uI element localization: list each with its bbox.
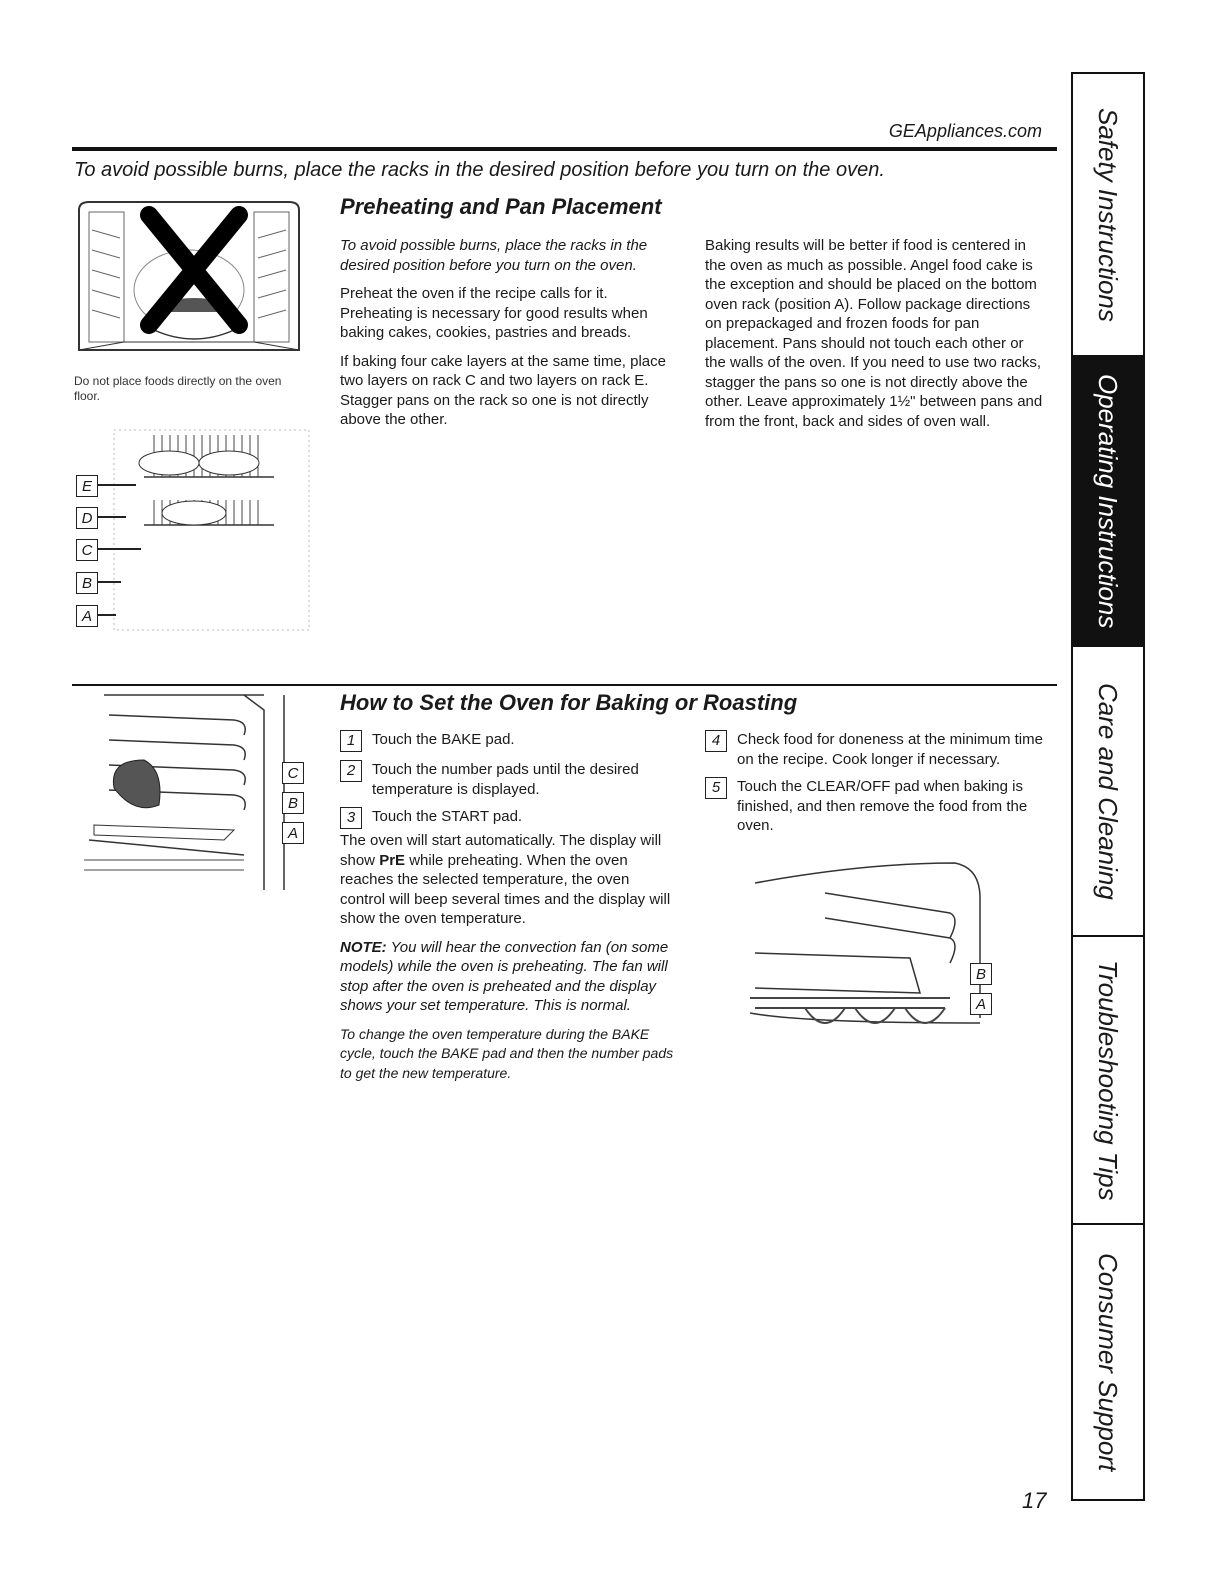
rack-label-e: E xyxy=(76,475,98,497)
tab-label: Care and Cleaning xyxy=(1093,682,1123,900)
tab-care-and-cleaning[interactable] xyxy=(1073,647,1143,937)
section-tabs xyxy=(1071,72,1145,1501)
tab-troubleshooting-tips[interactable] xyxy=(1073,937,1143,1225)
preheat-section xyxy=(340,194,1040,220)
step-text: Touch the START pad. xyxy=(372,808,523,825)
step-number: 5 xyxy=(705,777,727,799)
auto-start-text xyxy=(340,831,675,929)
roasting-illustration xyxy=(74,690,314,900)
step-3 xyxy=(340,807,675,829)
preheat-column-left xyxy=(340,236,675,439)
change-temp-text: To change the oven temperature during the BAKE cycle, touch the BAKE pad and then the number pads to get the new temperature. xyxy=(340,1025,674,1081)
preheat-title: Preheating and Pan Placement xyxy=(340,194,662,219)
step-2 xyxy=(340,760,675,799)
section-rule xyxy=(72,684,1057,686)
step-number: 4 xyxy=(705,730,727,752)
tab-operating-instructions[interactable] xyxy=(1073,357,1143,647)
tab-consumer-support[interactable] xyxy=(1073,1225,1143,1499)
step-1 xyxy=(340,730,675,752)
baking-title: How to Set the Oven for Baking or Roasting xyxy=(340,690,798,715)
step-text: Check food for doneness at the minimum time on the recipe. Cook longer if necessary. xyxy=(737,731,1043,768)
page-number: 17 xyxy=(1022,1488,1047,1513)
rack-positions-illustration xyxy=(74,425,314,635)
tab-label: Safety Instructions xyxy=(1093,107,1123,322)
step-number: 2 xyxy=(340,760,362,782)
preheat-p2: If baking four cake layers at the same time, place two layers on rack C and two layers on rack E. Stagger pans on the rack so one is not directly above the other. xyxy=(340,352,666,428)
preheat-p3: Baking results will be better if food is centered in the oven as much as possible. Angel food cake is the exception and should be placed on the bottom oven rack (position A). Follow package directions on prepackaged and frozen foods for pan placement. Pans should not touch each other or the walls of the oven. If you need to use two racks, stagger the pans so one is not directly above the other. Leave approximately 1½" between pans and from the front, back and sides of oven wall. xyxy=(705,237,1043,430)
preheat-p1: Preheat the oven if the recipe calls for it. Preheating is necessary for good results when baking cakes, cookies, pastries and breads. xyxy=(340,285,648,341)
oven-floor-illustration xyxy=(74,200,304,375)
preheat-column-right xyxy=(705,236,1045,440)
baking-section xyxy=(340,690,1040,716)
step-text: Touch the BAKE pad. xyxy=(372,731,515,748)
page-tagline: To avoid possible burns, place the racks in the desired position before you turn on the oven. xyxy=(74,159,885,181)
rack-label-c: C xyxy=(282,762,304,784)
step-5 xyxy=(705,777,1045,836)
tab-safety-instructions[interactable] xyxy=(1073,74,1143,357)
site-url: GEAppliances.com xyxy=(888,121,1042,141)
rack-label-d: D xyxy=(76,507,98,529)
step-4 xyxy=(705,730,1045,769)
step-text: Touch the CLEAR/OFF pad when baking is finished, and then remove the food from the oven. xyxy=(737,778,1028,834)
rack-label-b: B xyxy=(282,792,304,814)
tab-label: Consumer Support xyxy=(1093,1252,1123,1472)
rack-label-b: B xyxy=(76,572,98,594)
auto-start-post: while preheating. When the oven reaches the selected temperature, the oven control will beep several times and the display will show the oven temperature. xyxy=(340,851,671,927)
rack-label-a: A xyxy=(282,822,304,844)
step-number: 1 xyxy=(340,730,362,752)
note-text xyxy=(340,938,675,1016)
pan-rack-illustration xyxy=(745,858,995,1028)
tab-label: Operating Instructions xyxy=(1093,373,1123,629)
baking-column-right xyxy=(705,730,1045,844)
rack-label-b: B xyxy=(970,963,992,985)
baking-column-left xyxy=(340,730,675,1092)
rack-label-a: A xyxy=(76,605,98,627)
note-label: NOTE: xyxy=(340,938,387,956)
auto-start-pre: The oven will start automatically. The display will show xyxy=(340,832,662,869)
note-body: You will hear the convection fan (on some models) while the oven is preheating. The fan will stop after the oven is preheated and the display shows your set temperature. This is normal. xyxy=(340,938,669,1014)
header-rule xyxy=(72,147,1057,151)
figure-caption: Do not place foods directly on the oven floor. xyxy=(74,374,282,403)
rack-label-c: C xyxy=(76,539,98,561)
preheat-intro: To avoid possible burns, place the racks in the desired position before you turn on the oven. xyxy=(340,237,648,274)
tab-label: Troubleshooting Tips xyxy=(1093,959,1123,1201)
step-number: 3 xyxy=(340,807,362,829)
display-code: PrE xyxy=(379,851,406,869)
rack-label-a: A xyxy=(970,993,992,1015)
step-text: Touch the number pads until the desired temperature is displayed. xyxy=(372,761,639,798)
